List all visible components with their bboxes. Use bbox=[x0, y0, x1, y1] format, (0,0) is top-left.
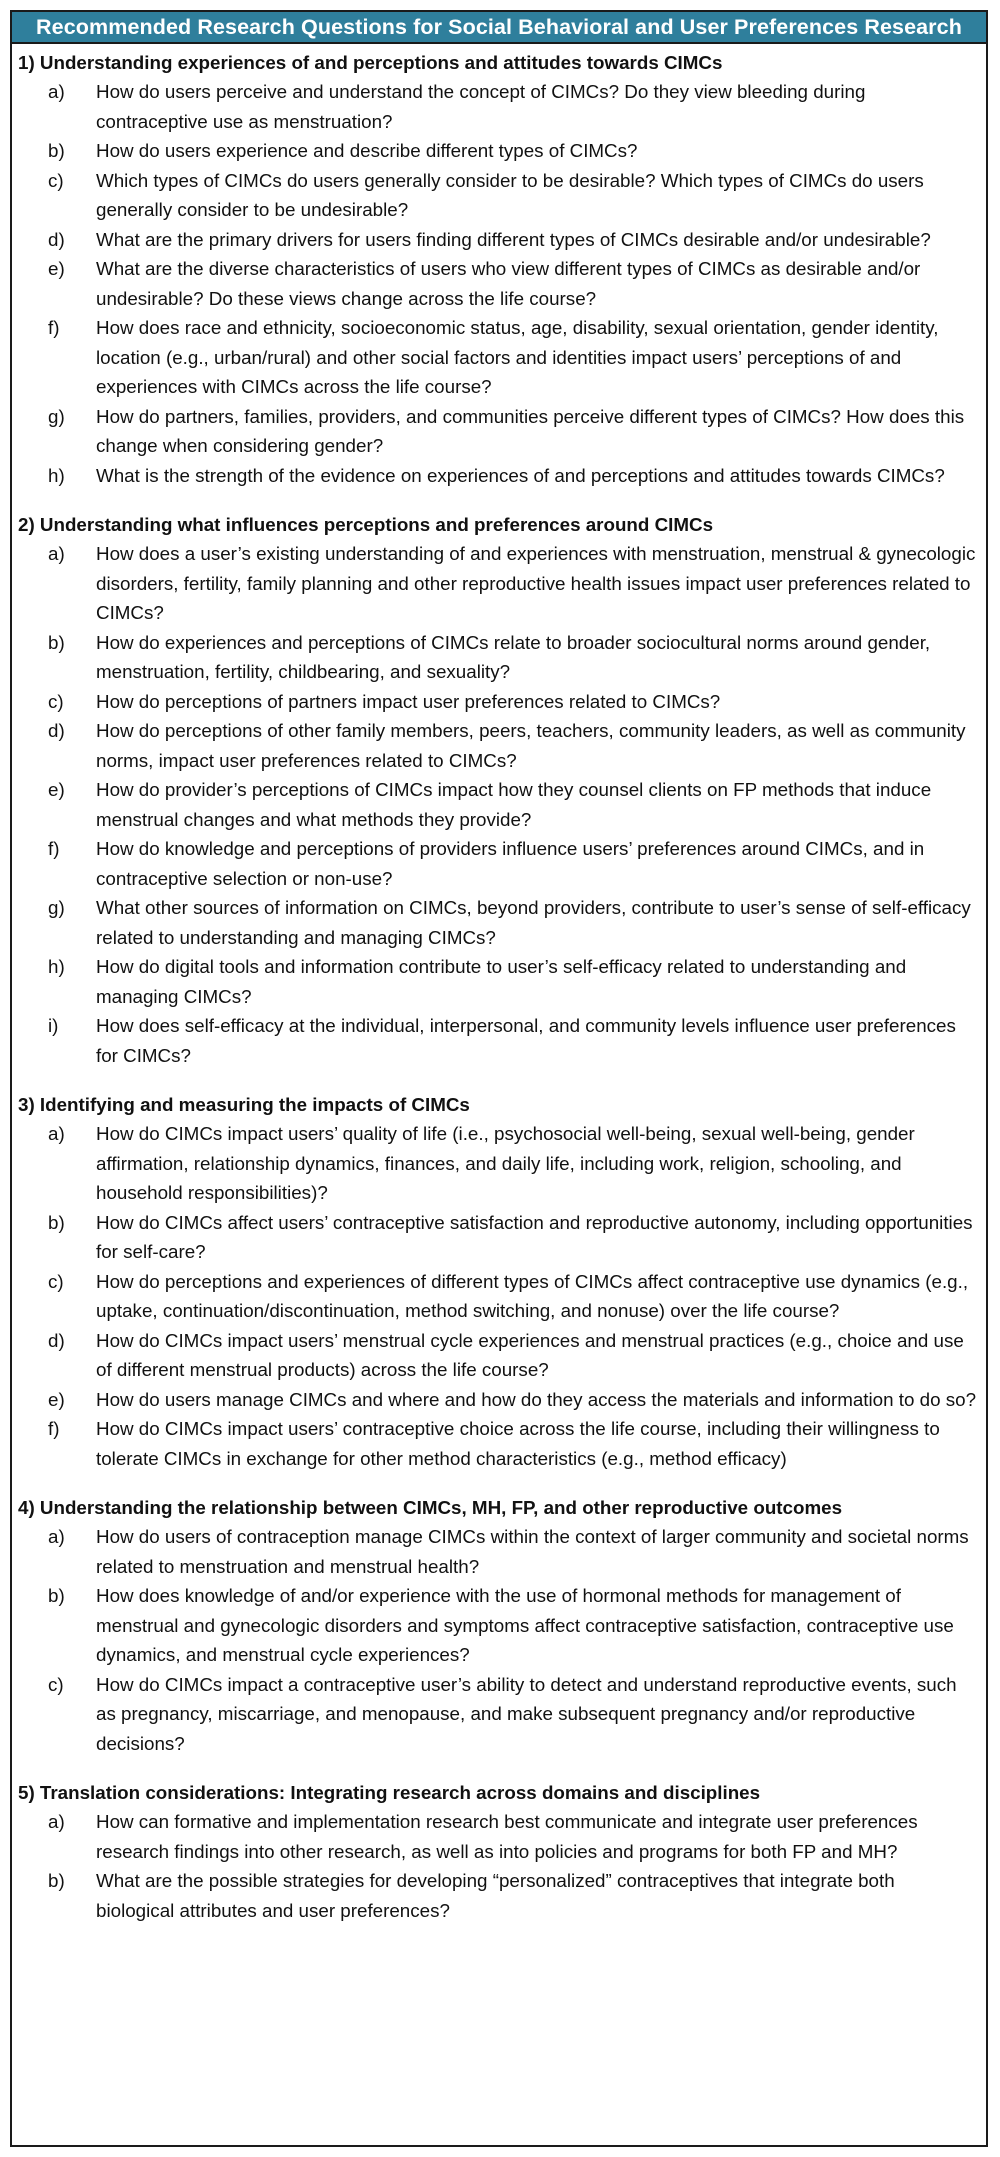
section-title: 1) Understanding experiences of and perceptions and attitudes towards CIMCs bbox=[18, 52, 723, 73]
section-4 bbox=[18, 1493, 980, 1758]
question-text: How do provider’s perceptions of CIMCs impact how they counsel clients on FP methods that induce menstrual changes and what methods they provide? bbox=[96, 779, 932, 830]
question-text: What is the strength of the evidence on experiences of and perceptions and attitudes towards CIMCs? bbox=[96, 464, 945, 486]
question-letter: f) bbox=[48, 838, 60, 859]
section-1 bbox=[18, 48, 980, 490]
question-text: How do users experience and describe different types of CIMCs? bbox=[96, 140, 638, 161]
question-letter: f) bbox=[48, 317, 60, 338]
question-letter: h) bbox=[48, 464, 65, 486]
question-item bbox=[18, 225, 980, 255]
question-text: How does a user’s existing understanding of and experiences with menstruation, menstrual & gynecologic disorders, fertility, family planning and other reproductive health issues impact user preferences related to CIMCs? bbox=[96, 543, 976, 623]
section-title: 5) Translation considerations: Integrating research across domains and disciplines bbox=[18, 1782, 761, 1803]
question-text: What other sources of information on CIMCs, beyond providers, contribute to user’s sense of self-efficacy related to understanding and managing CIMCs? bbox=[96, 897, 971, 948]
question-item bbox=[18, 461, 980, 491]
section-title: 2) Understanding what influences perceptions and preferences around CIMCs bbox=[18, 514, 714, 535]
question-item bbox=[18, 1267, 980, 1326]
question-letter: b) bbox=[48, 631, 65, 653]
question-item bbox=[18, 1414, 980, 1473]
question-letter: c) bbox=[48, 1270, 64, 1292]
question-item bbox=[18, 716, 980, 775]
question-letter: d) bbox=[48, 720, 65, 741]
question-letter: e) bbox=[48, 779, 65, 800]
question-letter: c) bbox=[48, 169, 64, 191]
question-text: How do experiences and perceptions of CIMCs relate to broader sociocultural norms around gender, menstruation, fertility, childbearing, and sexuality? bbox=[96, 631, 931, 682]
question-item bbox=[18, 1326, 980, 1385]
question-item bbox=[18, 539, 980, 628]
question-text: How do users manage CIMCs and where and how do they access the materials and information to do so? bbox=[96, 1388, 977, 1410]
question-text: How does self-efficacy at the individual, interpersonal, and community levels influence user preferences for CIMCs? bbox=[96, 1015, 956, 1066]
question-letter: h) bbox=[48, 956, 65, 977]
section-3 bbox=[18, 1090, 980, 1473]
question-text: How does knowledge of and/or experience with the use of hormonal methods for management of menstrual and gynecologic disorders and symptoms affect contraceptive satisfaction, contraceptive use dynamics, and menstrual cycle experiences? bbox=[96, 1585, 954, 1665]
question-text: Which types of CIMCs do users generally consider to be desirable? Which types of CIMCs do users generally consider to be undesirable? bbox=[96, 169, 924, 220]
question-text: How do digital tools and information contribute to user’s self-efficacy related to understanding and managing CIMCs? bbox=[96, 956, 907, 1007]
question-item bbox=[18, 166, 980, 225]
question-item bbox=[18, 402, 980, 461]
question-text: How do CIMCs impact users’ quality of life (i.e., psychosocial well-being, sexual well-being, gender affirmation, relationship dynamics, finances, and daily life, including work, religion, schooling, and household responsibilities)? bbox=[96, 1123, 915, 1203]
question-letter: f) bbox=[48, 1418, 60, 1439]
question-text: How do perceptions of other family members, peers, teachers, community leaders, as well as community norms, impact user preferences related to CIMCs? bbox=[96, 720, 966, 771]
question-item bbox=[18, 136, 980, 166]
section-2 bbox=[18, 510, 980, 1070]
question-letter: g) bbox=[48, 405, 65, 427]
question-item bbox=[18, 687, 980, 717]
section-5 bbox=[18, 1778, 980, 1925]
question-item bbox=[18, 1807, 980, 1866]
question-item bbox=[18, 1385, 980, 1415]
question-item bbox=[18, 775, 980, 834]
question-letter: e) bbox=[48, 1388, 65, 1410]
question-text: How do knowledge and perceptions of providers influence users’ preferences around CIMCs, and in contraceptive selection or non-use? bbox=[96, 838, 925, 889]
table-body bbox=[12, 44, 986, 1925]
question-item bbox=[18, 1866, 980, 1925]
question-letter: c) bbox=[48, 690, 64, 712]
question-text: How do users perceive and understand the concept of CIMCs? Do they view bleeding during contraceptive use as menstruation? bbox=[96, 81, 866, 132]
question-text: What are the primary drivers for users finding different types of CIMCs desirable and/or undesirable? bbox=[96, 228, 931, 250]
question-text: How do CIMCs impact users’ menstrual cycle experiences and menstrual practices (e.g., choice and use of different menstrual products) across the life course? bbox=[96, 1329, 964, 1380]
research-questions-table bbox=[10, 10, 988, 2147]
question-item bbox=[18, 254, 980, 313]
question-item bbox=[18, 1581, 980, 1670]
question-letter: d) bbox=[48, 1329, 65, 1351]
question-text: How do partners, families, providers, and communities perceive different types of CIMCs? How does this change when considering gender? bbox=[96, 405, 965, 456]
question-letter: a) bbox=[48, 1526, 65, 1547]
question-item bbox=[18, 1670, 980, 1759]
question-item bbox=[18, 313, 980, 402]
question-letter: a) bbox=[48, 1123, 65, 1144]
question-text: How do users of contraception manage CIMCs within the context of larger community and societal norms related to menstruation and menstrual health? bbox=[96, 1526, 969, 1577]
question-item bbox=[18, 1208, 980, 1267]
question-item bbox=[18, 628, 980, 687]
question-text: What are the possible strategies for developing “personalized” contraceptives that integrate both biological attributes and user preferences? bbox=[96, 1870, 895, 1921]
question-text: How does race and ethnicity, socioeconomic status, age, disability, sexual orientation, gender identity, location (e.g., urban/rural) and other social factors and identities impact users’ perceptions of and experiences with CIMCs across the life course? bbox=[96, 317, 939, 397]
question-letter: i) bbox=[48, 1015, 59, 1036]
question-letter: a) bbox=[48, 1811, 65, 1832]
question-text: How do CIMCs impact users’ contraceptive choice across the life course, including their willingness to tolerate CIMCs in exchange for other method characteristics (e.g., method efficacy) bbox=[96, 1418, 940, 1469]
question-text: How do perceptions and experiences of different types of CIMCs affect contraceptive use dynamics (e.g., uptake, continuation/discontinuation, method switching, and nonuse) over the life course? bbox=[96, 1270, 969, 1321]
question-text: What are the diverse characteristics of users who view different types of CIMCs as desirable and/or undesirable? Do these views change across the life course? bbox=[96, 258, 921, 309]
question-text: How do perceptions of partners impact user preferences related to CIMCs? bbox=[96, 690, 721, 712]
question-item bbox=[18, 1119, 980, 1208]
section-title: 3) Identifying and measuring the impacts of CIMCs bbox=[18, 1094, 470, 1115]
question-letter: b) bbox=[48, 140, 65, 161]
question-text: How do CIMCs impact a contraceptive user’s ability to detect and understand reproductive events, such as pregnancy, miscarriage, and menopause, and make subsequent pregnancy and/or reproductive decisions? bbox=[96, 1673, 957, 1754]
question-text: How do CIMCs affect users’ contraceptive satisfaction and reproductive autonomy, including opportunities for self-care? bbox=[96, 1211, 973, 1262]
question-letter: e) bbox=[48, 258, 65, 279]
question-item bbox=[18, 893, 980, 952]
question-item bbox=[18, 952, 980, 1011]
section-title: 4) Understanding the relationship between CIMCs, MH, FP, and other reproductive outcomes bbox=[18, 1497, 843, 1518]
question-item bbox=[18, 77, 980, 136]
question-letter: a) bbox=[48, 81, 65, 102]
question-letter: a) bbox=[48, 543, 65, 564]
question-text: How can formative and implementation research best communicate and integrate user preferences research findings into other research, as well as into policies and programs for both FP and MH? bbox=[96, 1811, 918, 1862]
question-letter: b) bbox=[48, 1211, 65, 1233]
question-letter: b) bbox=[48, 1585, 65, 1606]
question-letter: b) bbox=[48, 1870, 65, 1891]
table-header: Recommended Research Questions for Social Behavioral and User Preferences Research bbox=[12, 12, 986, 44]
question-item bbox=[18, 1522, 980, 1581]
question-item bbox=[18, 834, 980, 893]
question-letter: c) bbox=[48, 1673, 64, 1695]
question-letter: d) bbox=[48, 228, 65, 250]
question-letter: g) bbox=[48, 897, 65, 918]
question-item bbox=[18, 1011, 980, 1070]
